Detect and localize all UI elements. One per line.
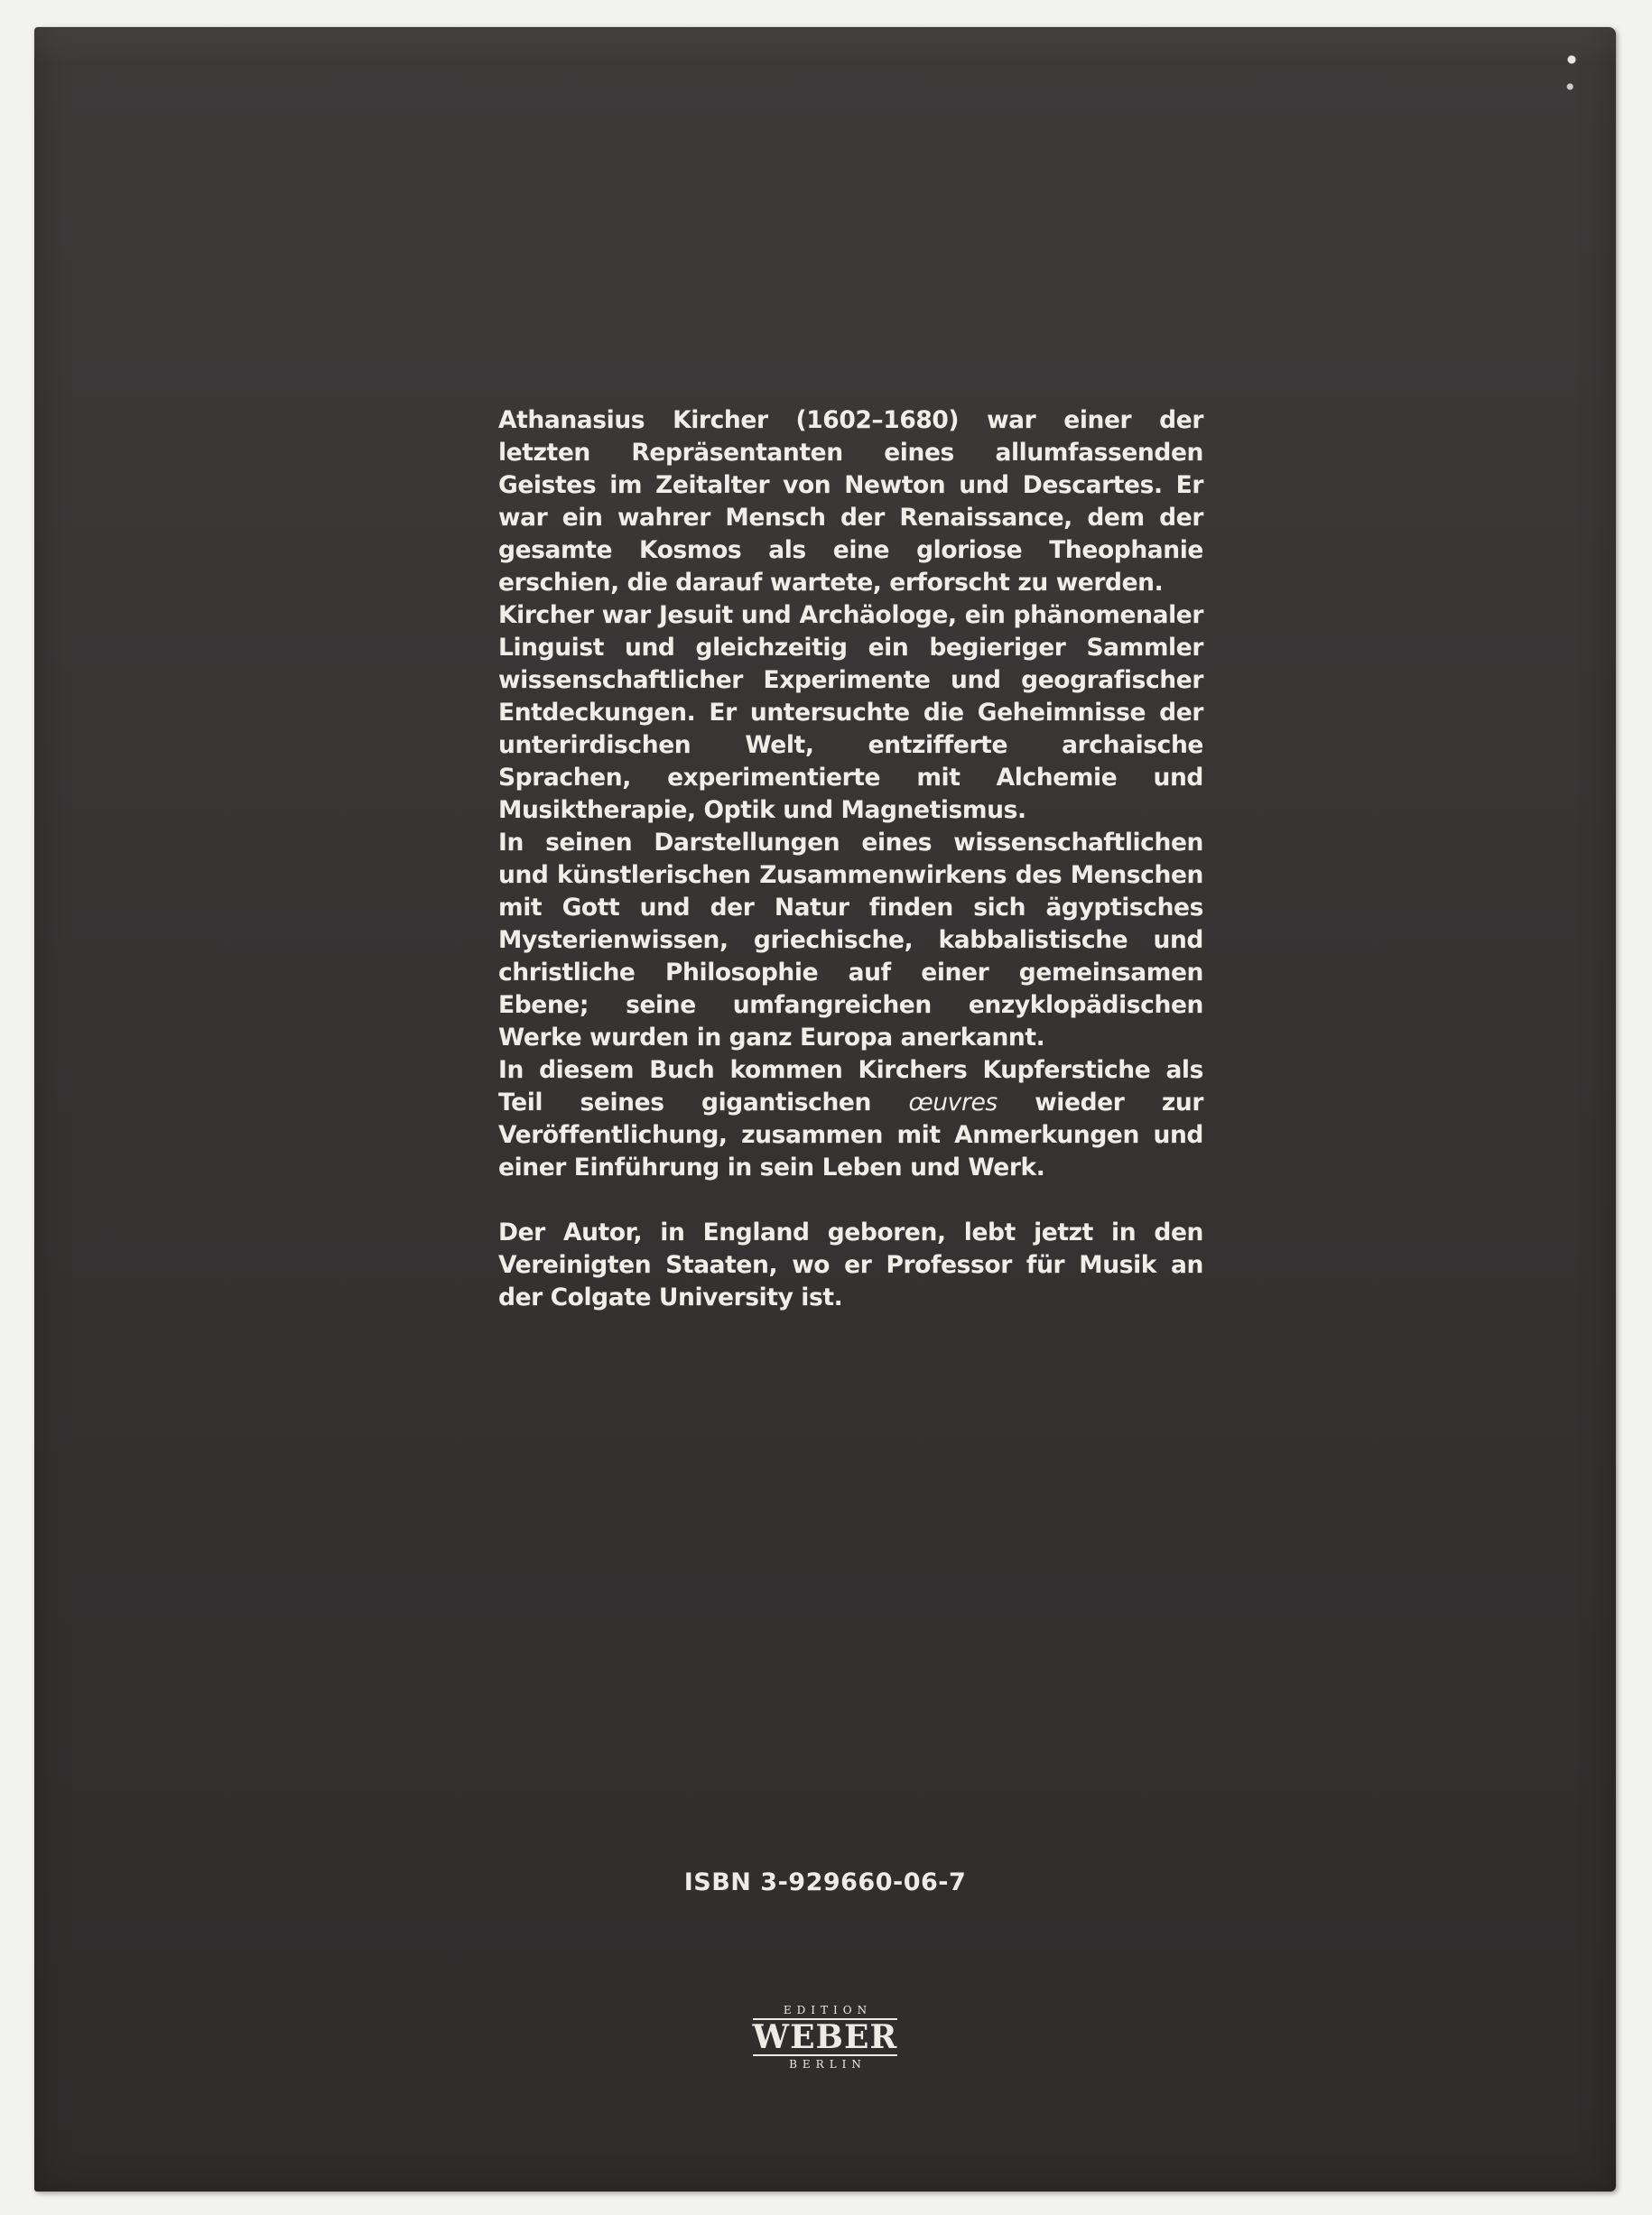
- logo-berlin-text: BERLIN: [753, 2054, 898, 2072]
- isbn-label: [34, 1868, 1616, 1896]
- oeuvres-italic: œuvres: [908, 1089, 998, 1117]
- isbn-text: ISBN 3-929660-06-7: [683, 1868, 967, 1896]
- logo-weber-text: WEBER: [752, 2018, 898, 2056]
- cover-wear-mark: [1564, 43, 1580, 97]
- publisher-logo: [34, 2002, 1616, 2072]
- author-paragraph: Der Autor, in England geboren, lebt jetzt in den Vereinigten Staaten, wo er Professor für Musik an der Colgate University ist.: [498, 1219, 1203, 1311]
- logo-edition-text: EDITION: [753, 2002, 898, 2020]
- book-back-cover: [34, 27, 1616, 2192]
- blurb-paragraph-4: In diesem Buch kommen Kirchers Kupferstiche als Teil seines gigantischen œuvres wieder zur Veröffentlichung, zusammen mit Anmerkungen und einer Einführung in sein Leben und Werk.: [498, 1056, 1203, 1182]
- blurb-paragraph-1: Athanasius Kircher (1602–1680) war einer der letzten Repräsentanten eines allumfassenden Geistes im Zeitalter von Newton und Descartes. Er war ein wahrer Mensch der Renaissance, dem der gesamte Kosmos als eine gloriose Theophanie erschien, die darauf wartete, erforscht zu werden.: [498, 406, 1203, 597]
- blurb-paragraph-3: In seinen Darstellungen eines wissenschaftlichen und künstlerischen Zusammenwirkens des Menschen mit Gott und der Natur finden sich ägyptisches Mysterienwissen, griechische, kabbalistische und christliche Philosophie auf einer gemeinsamen Ebene; seine umfangreichen enzyklopädischen Werke wurden in ganz Europa anerkannt.: [498, 829, 1203, 1052]
- blurb-text: [498, 404, 1203, 1314]
- publisher-logo-mark: [753, 2002, 898, 2072]
- blurb-paragraph-2: Kircher war Jesuit und Archäologe, ein phänomenaler Linguist und gleichzeitig ein begieriger Sammler wissenschaftlicher Experimente und geografischer Entdeckungen. Er untersuchte die Geheimnisse der unterirdischen Welt, entzifferte archaische Sprachen, experimentierte mit Alchemie und Musiktherapie, Optik und Magnetismus.: [498, 601, 1203, 824]
